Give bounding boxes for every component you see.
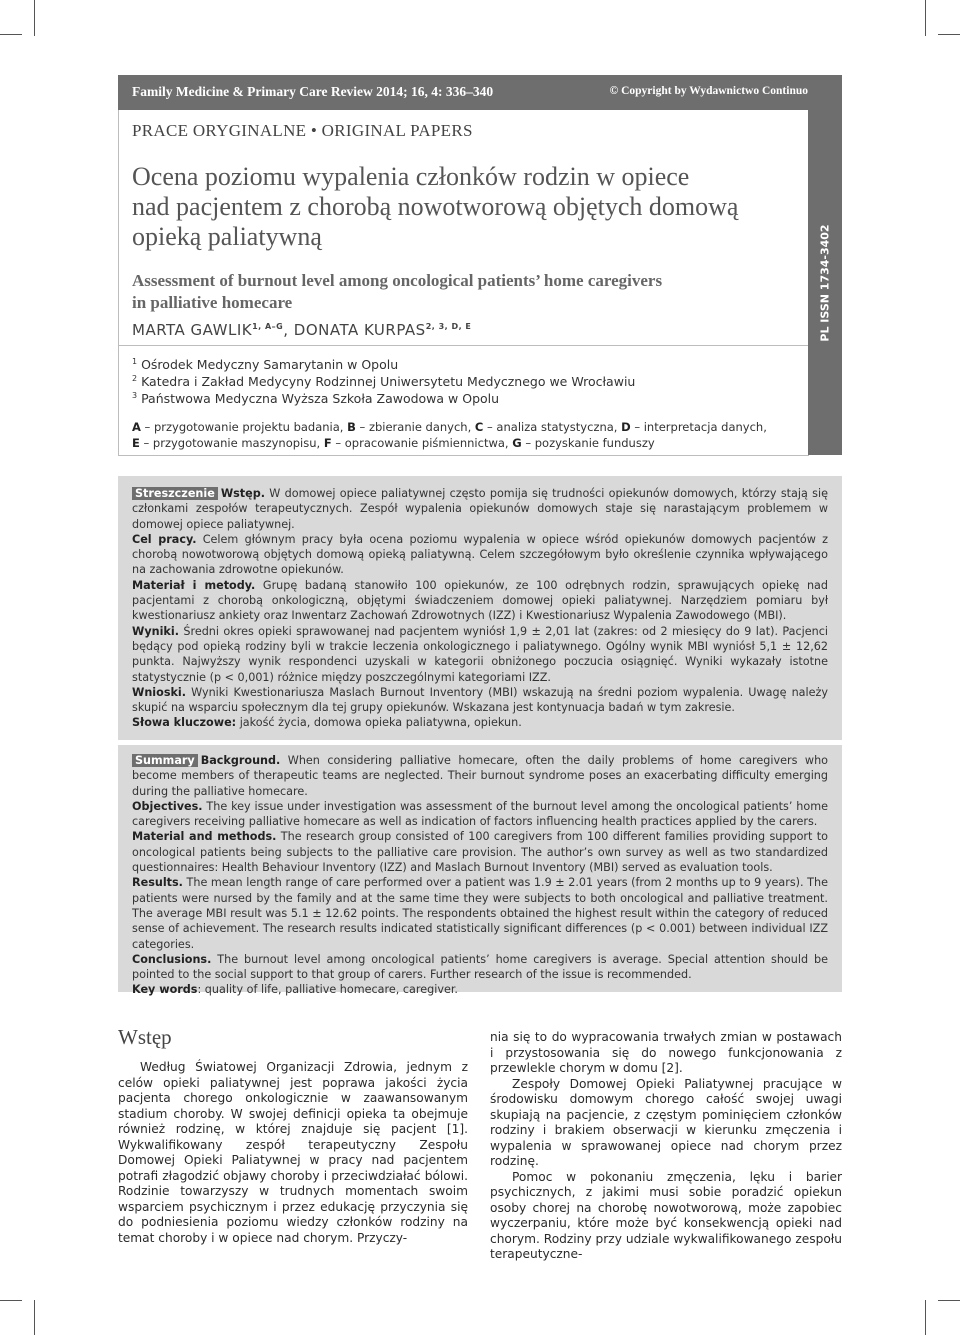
abstract-pl-text [132,486,828,731]
affiliation [132,374,635,389]
crop-mark [0,1300,22,1301]
title-pl-line: nad pacjentem z chorobą nowotworową objętych domową [132,192,739,221]
abstract-paragraph [132,486,828,532]
abstract-heading: Cel pracy. [132,532,197,546]
abstract-heading: Conclusions. [132,952,212,966]
abstract-paragraph [132,578,828,624]
crop-mark [34,0,35,36]
author-name: MARTA GAWLIK [132,321,253,339]
abstract-text: Celem głównym pracy była ocena poziomu wypalenia w opiece wśród opiekunów domowych pacjentów z chorobą nowotworową objętych domową opieką paliatywną. Celem szczegółowym było określenie czynnika wpływającego na zachowania zdrowotne opiekunów. [132,532,828,577]
contribution-text: – pozyskanie funduszy [521,436,655,450]
abstract-text: Wyniki Kwestionariusza Maslach Burnout Inventory (MBI) wskazują na średni poziom wypalenia. Uwagę należy skupić na wsparciu społecznym dla tej grupy opiekunów. Wskazana jest kontynuacja badań w tym zakresie. [132,685,828,715]
title-pl-line: Ocena poziomu wypalenia członków rodzin w opiece [132,162,690,191]
affiliation-text: Ośrodek Medyczny Samarytanin w Opolu [141,357,399,373]
crop-mark [0,34,22,35]
contribution-code: F [323,436,332,450]
section-heading: Wstęp [118,1025,172,1049]
abstract-badge: Streszczenie [132,487,218,500]
author-name: DONATA KURPAS [293,321,426,339]
abstract-heading: Material and methods. [132,830,277,844]
section-label: PRACE ORYGINALNE • ORIGINAL PAPERS [132,121,473,140]
crop-mark [34,1300,35,1335]
title-pl-line: opieką paliatywną [132,222,322,251]
abstract-text: The burnout level among oncological patients’ home caregivers is average. Special attention should be pointed to the social support to that group of carers. Further research of the issue is recommended. [132,952,828,982]
abstract-text: jakość życia, domowa opieka paliatywna, opiekun. [236,716,522,730]
affiliation-text: Katedra i Zakład Medycyny Rodzinnej Uniwersytetu Medycznego we Wrocławiu [141,374,636,390]
contribution-code: D [621,420,631,434]
affiliation-number: 1 [132,357,138,366]
abstract-en-text [132,753,828,998]
body-paragraph: Zespoły Domowej Opieki Paliatywnej pracujące w środowisku domowym chorego całość swojej uwagi skupiają na pacjencie, z częstym pominięciem członków rodziny i brakiem obserwacji w kierunku zmęczenia i wypalenia w sprawowanej opiece nad chorym przez rodzinę. [490,1076,842,1168]
article-title-pl [132,162,792,252]
contribution-text: – przygotowanie maszynopisu, [139,436,324,450]
contribution-text: – analiza statystyczna, [483,420,622,434]
abstract-heading: Wnioski. [132,685,187,699]
contribution-text: – przygotowanie projektu badania, [140,420,348,434]
copyright-notice: © Copyright by Wydawnictwo Continuo [609,85,808,97]
contribution-text: – opracowanie piśmiennictwa, [331,436,513,450]
affiliation-number: 2 [132,374,138,383]
journal-title: Family Medicine & Primary Care Review 2014; 16, 4: 336–340 [132,84,494,99]
abstract-text: W domowej opiece paliatywnej często pomija się trudności opiekunów domowych, którzy stają się członkami zespołów terapeutycznych. Zespół wypalenia opiekunów domowych staje się narastającym problemem w domowej opiece paliatywnej. [132,487,828,531]
abstract-text: The research group consisted of 100 caregivers from 100 different families providing support to oncological patients being subjects to the palliative care provision. The author’s own survey as well as two standardized questionnaires: Health Behaviour Inventory (IZZ) and Maslach Burnout Inventory (MBI) served as evaluation tools. [132,830,828,875]
abstract-paragraph [132,982,828,997]
journal-header-bar [118,75,842,110]
body-column-left [118,1060,468,1246]
contribution-legend [132,419,792,451]
abstract-paragraph [132,624,828,685]
abstract-text: Grupę badaną stanowiło 100 opiekunów, ze 100 odrębnych rodzin, sprawujących opiekę nad pacjentami z chorobą onkologiczną, objętymi świadczeniem domowej opieki paliatywnej. Narzędziem pomiaru był kwestionariusz ankiety oraz Inwentarz Zachowań Zdrowotnych (IZZ) i Kwestionariusz Wypalenia Zawodowego (MBI). [132,578,828,623]
author-affiliation-marker: 2, 3, D, E [425,322,472,331]
abstract-text: The key issue under investigation was assessment of the burnout level among the oncological patients’ home caregivers receiving palliative homecare as well as indication of factors influencing health practices applied by the carers. [132,799,828,829]
header-divider [118,345,808,346]
abstract-pl-box [118,476,842,740]
body-column-right [490,1030,842,1263]
issn-label: PL ISSN 1734-3402 [818,223,832,342]
affiliation [132,391,499,406]
abstract-heading: Background. [200,754,281,767]
contribution-text: – zbieranie danych, [355,420,475,434]
affiliation-number: 3 [132,391,138,400]
contribution-code: E [132,436,140,450]
abstract-heading: Key words [132,983,198,997]
issn-strip [808,110,842,455]
body-paragraph: Według Światowej Organizacji Zdrowia, jednym z celów opieki paliatywnej jest poprawa jakości życia pacjenta chorego onkologicznie w zaawansowanym stadium choroby. W swojej definicji opieka ta obejmuje również rodzinę, w której znajduje się pacjent [1]. Wykwalifikowany zespół terapeutyczny Zespołu Domowej Opieki Paliatywnej w pracy nad pacjentem potrafi złagodzić objawy choroby i przeciwdziałać bólowi. Rodzinie towarzyszy w trudnych momentach swoim wsparciem psychicznym i przez edukację przyczynia się do podniesienia poziomu wiedzy członków rodziny na temat choroby i w opiece nad chorym. Przyczy- [118,1060,468,1245]
author-list [132,321,471,339]
affiliation-text: Państwowa Medyczna Wyższa Szkoła Zawodowa w Opolu [141,391,500,407]
contribution-code: C [474,420,484,434]
abstract-paragraph [132,952,828,983]
affiliation [132,357,398,372]
abstract-badge: Summary [132,754,198,767]
abstract-text: Średni okres opieki sprawowanej nad pacjentem wyniósł 1,9 ± 2,01 lat (zakres: od 2 miesięcy do 9 lat). Pacjenci będący pod opieką rodziny byli w trakcie leczenia onkologicznego i paliatywnego. Ogólny wynik MBI wyniósł 5,1 ± 12,62 punkta. Najwyższy wynik respondenci uzyskali w kategorii obniżonego poczucia osiągnięć. Wyniki wykazały istotne statystycznie (p < 0,001) różnice między poszczególnymi kategoriami IZZ. [132,624,828,684]
abstract-paragraph [132,799,828,830]
article-title-en [132,270,792,314]
abstract-paragraph [132,829,828,875]
abstract-paragraph [132,875,828,951]
crop-mark [938,1300,960,1301]
title-en-line: Assessment of burnout level among oncological patients’ home caregivers [132,271,663,290]
abstract-heading: Materiał i metody. [132,578,256,592]
author-separator: , [283,321,294,339]
contribution-text: – interpretacja danych, [630,420,767,434]
abstract-paragraph [132,685,828,716]
contribution-code: B [347,420,356,434]
abstract-heading: Results. [132,876,183,890]
abstract-heading: Słowa kluczowe: [132,716,237,730]
abstract-heading: Objectives. [132,799,203,813]
abstract-paragraph [132,715,828,730]
abstract-paragraph [132,532,828,578]
abstract-text: : quality of life, palliative homecare, caregiver. [197,983,458,997]
author-affiliation-marker: 1, A–G [252,322,284,331]
abstract-heading: Wstęp. [220,487,266,500]
contribution-code: G [512,436,522,450]
crop-mark [925,0,926,36]
crop-mark [925,1300,926,1335]
contribution-line [132,435,792,451]
crop-mark [938,34,960,35]
body-paragraph: Pomoc w pokonaniu zmęczenia, lęku i barier psychicznych, z jakimi musi sobie poradzić opiekun osoby chorej na chorobę nowotworową, może zapobiec wyczerpaniu, które może być konsekwencją opieki nad chorym. Rodziny przy udziale wykwalifikowanego zespołu terapeutyczne- [490,1169,842,1261]
abstract-text: When considering palliative homecare, often the daily problems of home caregivers who become members of therapeutic teams are neglected. Their burnout syndrome poses an exacerbating difficulty emerging during the palliative homecare. [132,754,828,798]
abstract-text: The mean length range of care performed over a patient was 1.9 ± 2.01 years (from 2 months up to 9 years). The patients were nursed by the family and at the same time they were subjects to both oncological and palliative treatment. The average MBI result was 5.1 ± 12.62 points. The respondents obtained the highest result within the category of reduced sense of achievement. The research results indicated statistically significant differences (p < 0.001) between individual IZZ categories. [132,876,828,951]
contribution-line [132,419,792,435]
abstract-heading: Wyniki. [132,624,179,638]
title-en-line: in palliative homecare [132,293,293,312]
abstract-en-box [118,745,842,997]
body-paragraph: nia się to do wypracowania trwałych zmian w postawach i przystosowania się do nowego funkcjonowania z przewlekle chorym w domu [2]. [490,1030,842,1075]
contribution-code: A [132,420,141,434]
abstract-paragraph [132,753,828,799]
